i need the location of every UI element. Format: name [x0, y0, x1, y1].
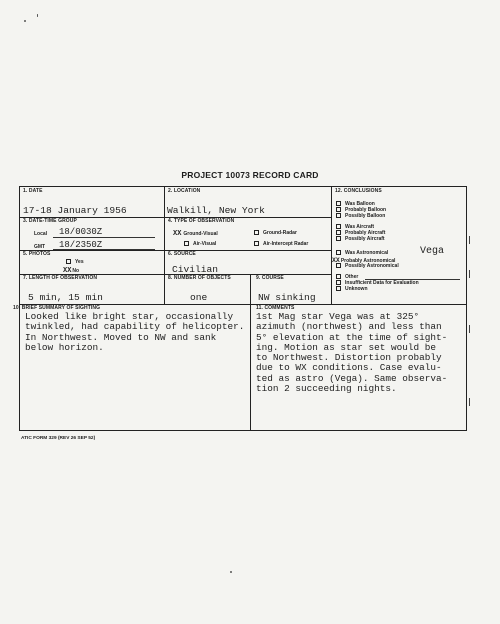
conclusion-text: Insufficient Data for Evaluation — [345, 280, 419, 286]
checkbox — [336, 230, 341, 235]
conclusion-text: Possibly Aircraft — [345, 236, 385, 242]
summary-line: twinkled, had capability of helicopter. — [25, 321, 245, 333]
ground-visual-text: Ground-Visual — [183, 231, 218, 237]
checkbox — [336, 207, 341, 212]
conclusion-text: Other — [345, 274, 359, 280]
source-label: 6. SOURCE — [168, 251, 196, 257]
conclusion-possibly-aircraft — [336, 236, 385, 242]
air-intercept-radar-text: Air-Intercept Radar — [263, 241, 309, 247]
conclusion-text: Probably Astronomical — [340, 258, 396, 264]
summary-line: Looked like bright star, occasionally — [25, 311, 234, 322]
checkbox — [254, 230, 259, 235]
divider — [250, 274, 251, 431]
local-label: Local — [34, 231, 48, 237]
course-label: 9. COURSE — [256, 275, 284, 281]
conclusion-was-astronomical — [336, 250, 388, 256]
probably-astro-mark: XX — [332, 257, 340, 264]
ground-radar-text: Ground-Radar — [263, 230, 297, 236]
photos-yes-option — [66, 259, 84, 265]
vega-note: Vega — [420, 246, 445, 257]
conclusion-text: Possibly Balloon — [345, 213, 386, 219]
photos-no-option — [63, 267, 79, 275]
photos-no-mark: XX — [63, 267, 72, 275]
divider — [331, 187, 332, 304]
comments-line: due to WX conditions. Case evalu- — [256, 362, 442, 374]
gmt-underline — [53, 249, 155, 250]
comments-line: ted as astro (Vega). Same observa- — [256, 372, 448, 384]
date-value: 17-18 January 1956 — [23, 205, 127, 216]
location-label: 2. LOCATION — [168, 188, 201, 194]
location-value: Walkill, New York — [167, 205, 265, 216]
ground-visual-mark: XX — [173, 230, 182, 238]
comments-line: 1st Mag star Vega was at 325° — [256, 311, 420, 322]
checkbox — [336, 213, 341, 218]
scan-speck — [230, 571, 232, 573]
date-time-group-label: 3. DATE-TIME GROUP — [23, 218, 77, 224]
comments-text — [256, 312, 447, 394]
conclusion-text: Possibly Astronomical — [345, 263, 399, 269]
divider — [164, 187, 165, 304]
source-value: Civilian — [172, 264, 219, 275]
air-visual-option — [184, 241, 216, 247]
checkbox — [336, 201, 341, 206]
conclusion-text: Probably Aircraft — [345, 230, 386, 236]
observation-type-label: 4. TYPE OF OBSERVATION — [168, 218, 235, 224]
summary-line: In Northwest. Moved to NW and sank — [25, 331, 217, 343]
ground-visual-option — [173, 230, 218, 238]
checkbox — [336, 280, 341, 285]
photos-no-text: No — [72, 268, 80, 274]
checkbox — [66, 259, 71, 264]
conclusion-text: Was Aircraft — [345, 224, 375, 230]
conclusion-text: Was Astronomical — [345, 250, 389, 256]
edge-tick — [469, 236, 470, 244]
photos-yes-text: Yes — [75, 259, 84, 265]
local-time-value: 18/0030Z — [59, 227, 103, 237]
local-underline — [53, 237, 155, 238]
date-label: 1. DATE — [23, 188, 43, 194]
conclusion-text: Was Balloon — [345, 201, 375, 207]
conclusion-text: Probably Balloon — [345, 207, 387, 213]
photos-label: 5. PHOTOS — [23, 251, 51, 257]
comments-label: 11. COMMENTS — [256, 305, 295, 311]
num-objects-value: one — [190, 292, 208, 303]
scan-speck — [24, 20, 26, 22]
scan-speck — [37, 14, 38, 17]
conclusion-possibly-astronomical — [336, 263, 399, 269]
edge-tick — [469, 398, 470, 406]
comments-line: to Northwest. Distortion probably — [256, 352, 442, 364]
record-card-form — [13, 186, 467, 431]
checkbox — [336, 286, 341, 291]
checkbox — [336, 263, 341, 268]
comments-line: ing. Motion as star set would be — [256, 341, 437, 353]
conclusion-possibly-balloon — [336, 213, 385, 219]
conclusions-label: 12. CONCLUSIONS — [335, 188, 382, 194]
length-value: 5 min, 15 min — [28, 292, 103, 303]
conclusion-text: Unknown — [345, 286, 368, 292]
card-title: PROJECT 10073 RECORD CARD — [181, 170, 319, 180]
course-value: NW sinking — [258, 292, 316, 303]
air-visual-text: Air-Visual — [193, 241, 217, 247]
comments-line: 5° elevation at the time of sight- — [256, 331, 448, 343]
summary-line: below horizon. — [25, 341, 104, 353]
checkbox — [336, 224, 341, 229]
checkbox — [336, 274, 341, 279]
checkbox — [254, 241, 259, 246]
summary-text — [25, 312, 244, 353]
gmt-time-value: 18/2350Z — [59, 240, 103, 250]
num-objects-label: 8. NUMBER OF OBJECTS — [168, 275, 231, 281]
summary-label: 10. BRIEF SUMMARY OF SIGHTING — [13, 305, 101, 311]
air-intercept-radar-option — [254, 241, 308, 247]
checkbox — [336, 250, 341, 255]
edge-tick — [469, 270, 470, 278]
conclusion-unknown — [336, 286, 368, 292]
edge-tick — [469, 325, 470, 333]
comments-line: tion 2 succeeding nights. — [256, 383, 397, 395]
gmt-label: GMT — [34, 244, 46, 250]
checkbox — [184, 241, 189, 246]
checkbox — [336, 236, 341, 241]
length-label: 7. LENGTH OF OBSERVATION — [23, 275, 98, 281]
ground-radar-option — [254, 230, 297, 236]
comments-line: azimuth (northwest) and less than — [256, 321, 442, 333]
form-id-footer: ATIC FORM 329 (REV 26 SEP 52) — [21, 436, 96, 441]
